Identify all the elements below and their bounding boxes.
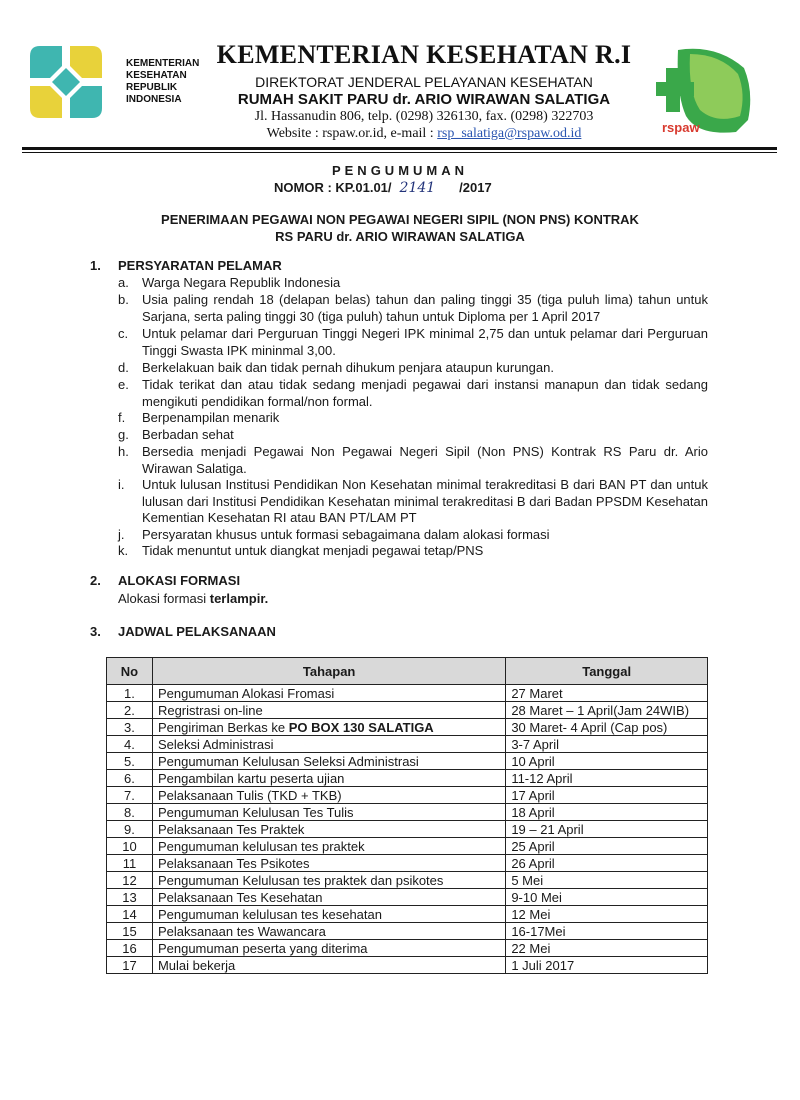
- row-no: 13: [107, 889, 153, 906]
- number-suffix: /2017: [459, 180, 492, 195]
- requirement-item: [118, 527, 708, 544]
- letterhead-title: KEMENTERIAN KESEHATAN R.I: [216, 40, 632, 69]
- section-3-number: 3.: [90, 624, 101, 639]
- requirement-text: Bersedia menjadi Pegawai Non Pegawai Negeri Sipil (Non PNS) Kontrak RS Paru dr. Ario Wirawan Salatiga.: [142, 444, 708, 476]
- requirement-letter: e.: [118, 377, 129, 392]
- row-date: 18 April: [506, 804, 708, 821]
- table-row: [107, 787, 708, 804]
- row-date: 3-7 April: [506, 736, 708, 753]
- row-date: 11-12 April: [506, 770, 708, 787]
- requirement-letter: f.: [118, 410, 126, 425]
- requirement-text: Usia paling rendah 18 (delapan belas) tahun dan paling tinggi 35 (tiga puluh lima) tahun untuk Sarjana, serta paling tinggi 30 (tiga puluh) tahun untuk Diploma per 1 April 2017: [142, 292, 708, 324]
- table-row: [107, 872, 708, 889]
- letterhead-rule: [22, 147, 777, 150]
- subject-line-1: PENERIMAAN PEGAWAI NON PEGAWAI NEGERI SIPIL (NON PNS) KONTRAK: [161, 212, 639, 227]
- header-date: Tanggal: [506, 658, 708, 685]
- row-step: Pelaksanaan Tes Kesehatan: [152, 889, 505, 906]
- table-row: [107, 821, 708, 838]
- row-date: 9-10 Mei: [506, 889, 708, 906]
- requirement-text: Tidak menuntut untuk diangkat menjadi pegawai tetap/PNS: [142, 543, 484, 558]
- row-date: 28 Maret – 1 April(Jam 24WIB): [506, 702, 708, 719]
- section-2-text-bold: terlampir.: [209, 591, 269, 606]
- ministry-line: REPUBLIK: [126, 82, 178, 93]
- row-date: 17 April: [506, 787, 708, 804]
- ministry-line: KESEHATAN: [126, 70, 187, 81]
- header-no: No: [107, 658, 153, 685]
- row-date: 27 Maret: [506, 685, 708, 702]
- announcement-title: PENGUMUMAN: [331, 163, 469, 178]
- handwritten-number: 2141: [399, 180, 436, 196]
- row-step: Mulai bekerja: [152, 957, 505, 974]
- row-date: 5 Mei: [506, 872, 708, 889]
- row-date: 30 Maret- 4 April (Cap pos): [506, 719, 708, 736]
- row-step: Pengumuman peserta yang diterima: [152, 940, 505, 957]
- table-row: [107, 770, 708, 787]
- requirement-letter: j.: [118, 527, 125, 542]
- row-no: 5.: [107, 753, 153, 770]
- table-row: [107, 753, 708, 770]
- email-link[interactable]: rsp_salatiga@rspaw.od.id: [437, 126, 582, 141]
- row-no: 10: [107, 838, 153, 855]
- row-no: 9.: [107, 821, 153, 838]
- requirement-text: Berkelakuan baik dan tidak pernah dihukum penjara ataupun kurungan.: [142, 360, 554, 375]
- table-row: [107, 736, 708, 753]
- requirement-letter: h.: [118, 444, 129, 459]
- row-step: Pengumuman kelulusan tes praktek: [152, 838, 505, 855]
- requirement-item: [118, 275, 708, 292]
- row-step: Pelaksanaan Tes Praktek: [152, 821, 505, 838]
- row-no: 15: [107, 923, 153, 940]
- table-row: [107, 957, 708, 974]
- ministry-label: [126, 58, 199, 106]
- requirement-item: [118, 427, 708, 444]
- announcement-number: [274, 180, 492, 196]
- row-step: Pengambilan kartu peserta ujian: [152, 770, 505, 787]
- row-date: 26 April: [506, 855, 708, 872]
- row-no: 8.: [107, 804, 153, 821]
- ministry-line: KEMENTERIAN: [126, 58, 200, 69]
- requirement-item: [118, 326, 708, 359]
- requirement-letter: g.: [118, 427, 129, 442]
- subject-line-2: RS PARU dr. ARIO WIRAWAN SALATIGA: [275, 229, 525, 244]
- row-step: Pengumuman Kelulusan tes praktek dan psikotes: [152, 872, 505, 889]
- section-1-title: PERSYARATAN PELAMAR: [118, 258, 282, 273]
- requirement-item: [118, 377, 708, 410]
- requirement-item: [118, 444, 708, 477]
- requirement-text: Berbadan sehat: [142, 427, 234, 442]
- table-row: [107, 719, 708, 736]
- requirement-text: Untuk pelamar dari Perguruan Tinggi Negeri IPK minimal 2,75 dan untuk pelamar dari Perguruan Tinggi Swasta IPK mininmal 3,00.: [142, 326, 708, 358]
- po-box-text: PO BOX 130 SALATIGA: [288, 719, 434, 735]
- row-no: 1.: [107, 685, 153, 702]
- requirement-item: [118, 410, 708, 427]
- requirement-letter: d.: [118, 360, 129, 375]
- section-2-number: 2.: [90, 573, 101, 588]
- letterhead-directorate: DIREKTORAT JENDERAL PELAYANAN KESEHATAN: [255, 74, 593, 90]
- kemenkes-logo-icon: [22, 38, 118, 128]
- requirement-item: [118, 543, 708, 560]
- requirement-text: Berpenampilan menarik: [142, 410, 280, 425]
- letterhead-contact: [214, 126, 634, 142]
- table-row: [107, 889, 708, 906]
- header-step: Tahapan: [152, 658, 505, 685]
- row-no: 4.: [107, 736, 153, 753]
- table-row: [107, 855, 708, 872]
- row-step: [152, 719, 505, 736]
- table-row: [107, 838, 708, 855]
- requirement-letter: i.: [118, 477, 125, 492]
- row-date: 12 Mei: [506, 906, 708, 923]
- section-1-number: 1.: [90, 258, 101, 273]
- row-no: 11: [107, 855, 153, 872]
- letterhead-hospital: RUMAH SAKIT PARU dr. ARIO WIRAWAN SALATIGA: [237, 91, 611, 108]
- requirement-text: Warga Negara Republik Indonesia: [142, 275, 341, 290]
- row-step-text: Pengiriman Berkas ke: [157, 719, 289, 735]
- section-3-title: JADWAL PELAKSANAAN: [118, 624, 276, 639]
- table-header-row: [107, 658, 708, 685]
- letterhead-rule-thin: [22, 152, 777, 153]
- row-no: 2.: [107, 702, 153, 719]
- requirement-item: [118, 477, 708, 527]
- row-step: Pelaksanaan Tes Psikotes: [152, 855, 505, 872]
- table-row: [107, 940, 708, 957]
- section-2-title: ALOKASI FORMASI: [118, 573, 241, 588]
- website-text: Website : rspaw.or.id, e-mail :: [266, 126, 438, 141]
- row-no: 12: [107, 872, 153, 889]
- table-row: [107, 923, 708, 940]
- row-date: 16-17Mei: [506, 923, 708, 940]
- section-2-text: [118, 591, 268, 606]
- section-2-text-prefix: Alokasi formasi: [118, 591, 210, 606]
- row-no: 14: [107, 906, 153, 923]
- row-step: Pelaksanaan Tulis (TKD + TKB): [152, 787, 505, 804]
- row-step: Pengumuman kelulusan tes kesehatan: [152, 906, 505, 923]
- row-step: Pengumuman Kelulusan Seleksi Administrasi: [152, 753, 505, 770]
- rspaw-logo-text: rspaw: [662, 120, 700, 135]
- table-row: [107, 685, 708, 702]
- requirement-letter: k.: [118, 543, 129, 558]
- requirement-item: [118, 292, 708, 325]
- number-prefix: NOMOR : KP.01.01/: [274, 180, 392, 195]
- row-no: 17: [107, 957, 153, 974]
- row-no: 16: [107, 940, 153, 957]
- table-row: [107, 804, 708, 821]
- row-date: 10 April: [506, 753, 708, 770]
- requirement-letter: b.: [118, 292, 129, 307]
- row-date: 19 – 21 April: [506, 821, 708, 838]
- row-step: Pengumuman Alokasi Fromasi: [152, 685, 505, 702]
- ministry-line: INDONESIA: [126, 94, 182, 105]
- row-date: 22 Mei: [506, 940, 708, 957]
- requirement-text: Persyaratan khusus untuk formasi sebagaimana dalam alokasi formasi: [142, 527, 550, 542]
- requirement-text: Tidak terikat dan atau tidak sedang menjadi pegawai dari instansi manapun dan tidak sedang mengikuti pendidikan formal/non formal.: [142, 377, 708, 409]
- row-no: 3.: [107, 719, 153, 736]
- requirement-letter: a.: [118, 275, 129, 290]
- row-step: Pengumuman Kelulusan Tes Tulis: [152, 804, 505, 821]
- table-row: [107, 906, 708, 923]
- table-row: [107, 702, 708, 719]
- row-no: 6.: [107, 770, 153, 787]
- row-date: 25 April: [506, 838, 708, 855]
- row-step: Seleksi Administrasi: [152, 736, 505, 753]
- requirement-text: Untuk lulusan Institusi Pendidikan Non Kesehatan minimal terakreditasi B dari BAN PT dan untuk lulusan dari Institusi Pendidikan Kesehatan minimal terakreditasi B dari Badan PPSDM Kesehatan Kementian Kesehatan RI atau BAN PT/LAM PT: [142, 477, 708, 525]
- requirement-item: [118, 360, 708, 377]
- requirement-letter: c.: [118, 326, 129, 341]
- row-step: Regristrasi on-line: [152, 702, 505, 719]
- letterhead-address: Jl. Hassanudin 806, telp. (0298) 326130, fax. (0298) 322703: [254, 109, 594, 124]
- row-step: Pelaksanaan tes Wawancara: [152, 923, 505, 940]
- row-no: 7.: [107, 787, 153, 804]
- row-date: 1 Juli 2017: [506, 957, 708, 974]
- schedule-table: [106, 657, 708, 974]
